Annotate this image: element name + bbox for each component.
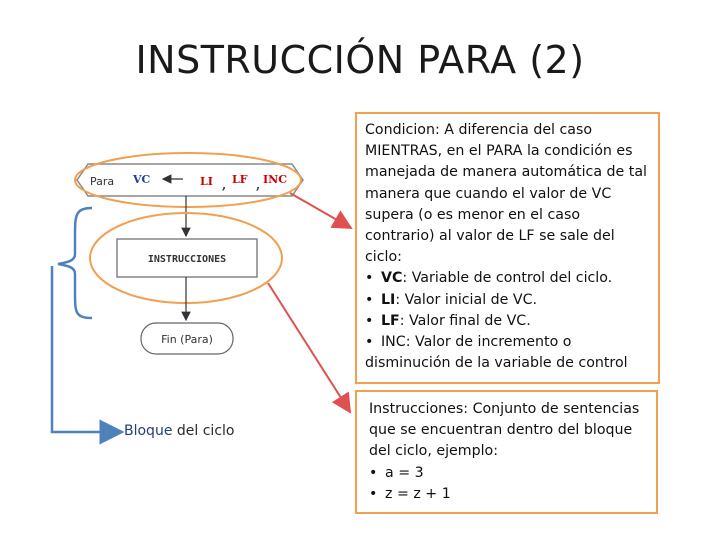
- page-title: INSTRUCCIÓN PARA (2): [135, 38, 585, 82]
- condicion-bullet: • LI: Valor inicial de VC.: [365, 291, 538, 308]
- para-label: Para: [90, 175, 115, 188]
- lf-label: LF: [232, 173, 248, 186]
- condicion-paragraph: [365, 120, 650, 268]
- condicion-bullet: • VC: Variable de control del ciclo.: [365, 270, 613, 287]
- vc-label: VC: [133, 173, 151, 186]
- instrucciones-bullet: • z = z + 1: [369, 485, 451, 502]
- comma-1: ,: [222, 178, 227, 192]
- fin-label: Fin (Para): [161, 333, 213, 346]
- instrucciones-bullet: • a = 3: [369, 464, 424, 481]
- li-label: LI: [200, 175, 213, 188]
- instrucciones-description-box: [355, 390, 658, 514]
- condicion-text: : A diferencia del caso MIENTRAS, en el PARA la condición es manejada de manera automática de tal manera que cuando el valor de VC supera (o es menor en el caso contrario) al valor de LF se sale del ciclo:: [365, 122, 647, 266]
- pointer-condicion: [290, 193, 351, 228]
- bloque-word: Bloque: [124, 423, 173, 439]
- del-ciclo-words: del ciclo: [172, 423, 235, 439]
- condicion-bullet: • INC: Valor de incremento o disminución de la variable de control: [365, 334, 628, 372]
- pointer-instrucciones: [268, 283, 350, 412]
- condicion-description-box: [355, 112, 660, 384]
- comma-2: ,: [256, 178, 261, 192]
- instrucciones-label: INSTRUCCIONES: [147, 254, 227, 265]
- instrucciones-text: : Conjunto de sentencias que se encuentran dentro del bloque del ciclo, ejemplo:: [369, 401, 640, 460]
- condicion-term: Condicion: [365, 122, 435, 138]
- instrucciones-term: Instrucciones: [369, 401, 464, 417]
- loop-brace: [58, 208, 92, 318]
- inc-label: INC: [263, 173, 287, 186]
- instrucciones-paragraph: [369, 399, 646, 463]
- bloque-connector: [52, 266, 122, 432]
- condicion-bullet: • LF: Valor final de VC.: [365, 312, 531, 329]
- bloque-del-ciclo-label: [124, 423, 234, 439]
